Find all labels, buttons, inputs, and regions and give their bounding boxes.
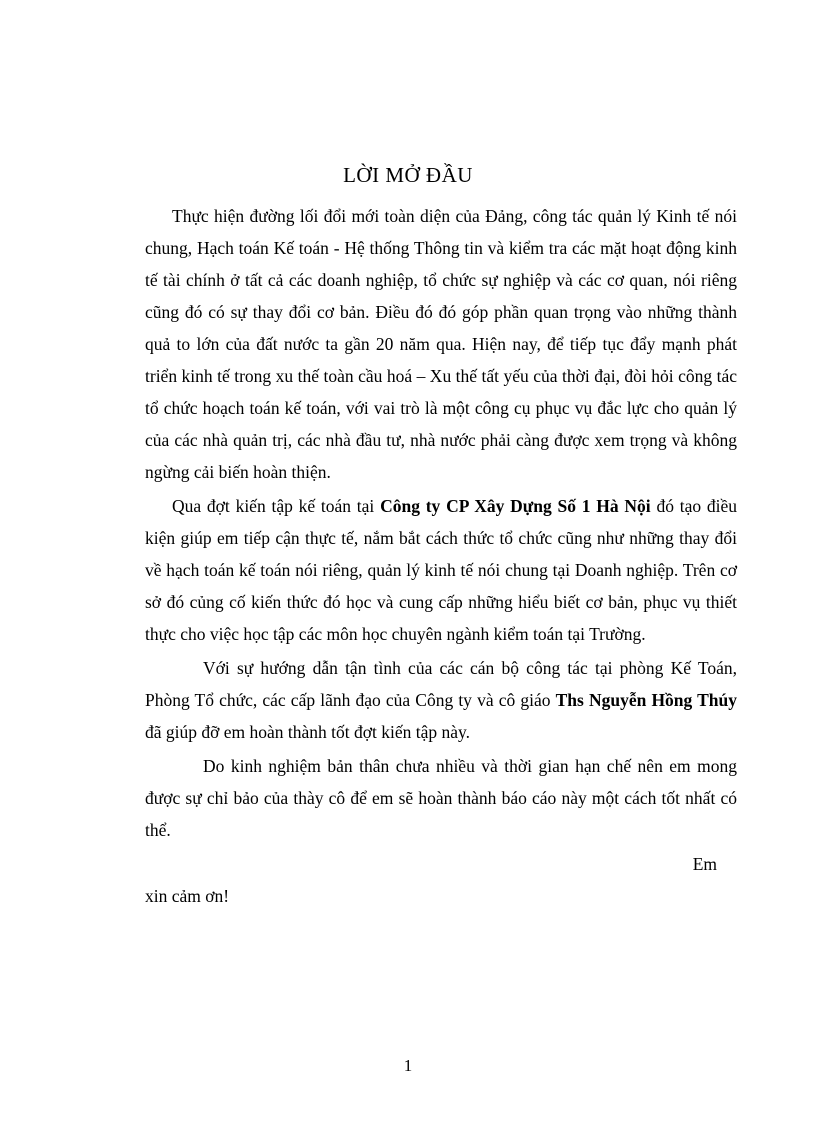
paragraph-thanks [145, 652, 737, 748]
page-number: 1 [403, 1056, 413, 1075]
paragraph-apology: Do kinh nghiệm bản thân chưa nhiều và thời gian hạn chế nên em mong được sự chỉ bảo của thày cô để em sẽ hoàn thành báo cáo này một cách tốt nhất có thể. [145, 756, 737, 840]
paragraph-intro: Thực hiện đường lối đổi mới toàn diện của Đảng, công tác quản lý Kinh tế nói chung, Hạch toán Kế toán - Hệ thống Thông tin và kiểm tra các mặt hoạt động kinh tế tài chính ở tất cả các doanh nghiệp, tổ chức sự nghiệp và các cơ quan, nói riêng cũng đó có sự thay đổi cơ bản. Điều đó đó góp phần quan trọng vào những thành quả to lớn của đất nước ta gần 20 năm qua. Hiện nay, để tiếp tục đẩy mạnh phát triển kinh tế trong xu thế toàn cầu hoá – Xu thế tất yếu của thời đại, đòi hỏi công tác tổ chức hoạch toán kế toán, với vai trò là một công cụ phục vụ đắc lực cho quản lý của các nhà quản trị, các nhà đầu tư, nhà nước phải càng được xem trọng và không ngừng cải biến hoàn thiện. [145, 206, 737, 482]
company-name: Công ty CP Xây Dựng Số 1 Hà Nội [380, 496, 651, 516]
paragraph-internship-before: Qua đợt kiến tập kế toán tại [172, 496, 381, 516]
closing-line-2: xin cảm ơn! [145, 886, 230, 906]
paragraph-thanks-after: đã giúp đỡ em hoàn thành tốt đợt kiến tập này. [145, 722, 471, 742]
teacher-name: Ths Nguyễn Hồng Thúy [555, 690, 737, 710]
paragraph-internship [145, 490, 737, 650]
paragraph-thanks-before: Với sự hướng dẫn tận tình của các cán bộ công tác tại phòng Kế Toán, Phòng Tổ chức, các cấp lãnh đạo của Công ty và cô giáo [145, 658, 737, 710]
page-title: LỜI MỞ ĐẦU [343, 163, 473, 187]
closing-line-1: Em [692, 854, 717, 874]
document-body [145, 200, 737, 912]
paragraph-internship-after: đó tạo điều kiện giúp em tiếp cận thực tế, nắm bắt cách thức tổ chức cũng như những thay đổi về hạch toán kế toán nói riêng, quản lý kinh tế nói chung tại Doanh nghiệp. Trên cơ sở đó củng cố kiến thức đó học và cung cấp những hiểu biết cơ bản, phục vụ thiết thực cho việc học tập các môn học chuyên ngành kiểm toán tại Trường. [145, 496, 737, 644]
